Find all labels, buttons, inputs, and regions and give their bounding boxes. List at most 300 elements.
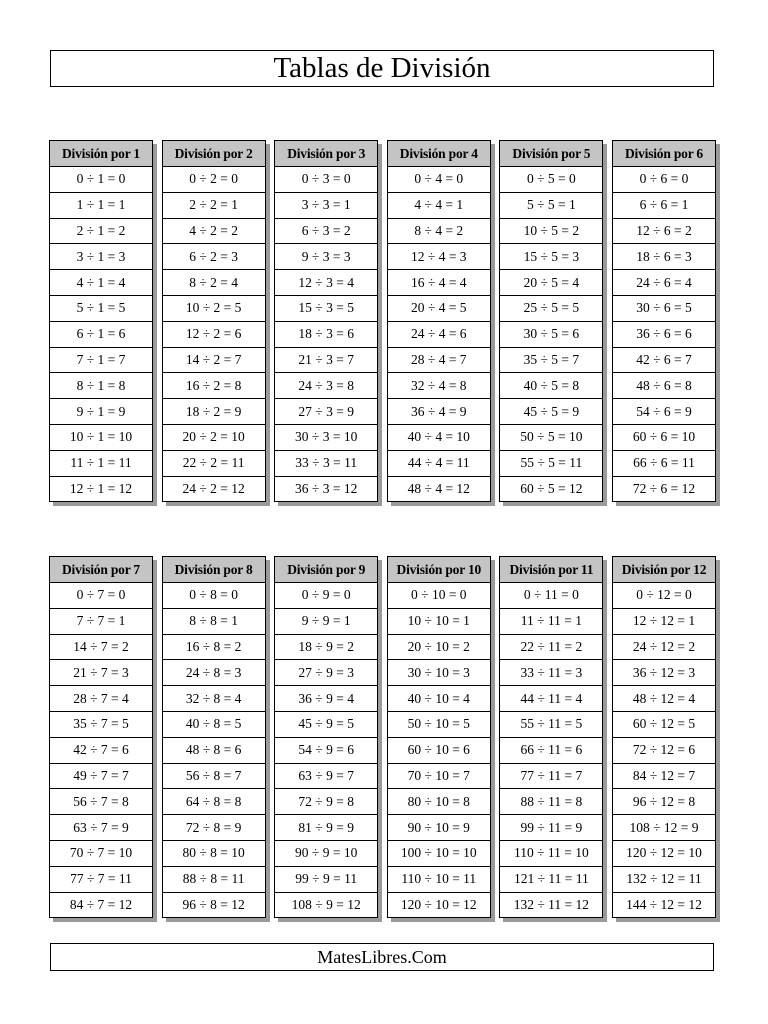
division-fact: 0 ÷ 5 = 0 [500, 167, 603, 193]
division-fact: 2 ÷ 2 = 1 [162, 192, 265, 218]
division-fact: 40 ÷ 10 = 4 [387, 686, 490, 712]
division-fact: 99 ÷ 9 = 11 [275, 866, 378, 892]
table-header: División por 10 [387, 557, 490, 583]
table-row [500, 373, 603, 399]
division-fact: 27 ÷ 9 = 3 [275, 660, 378, 686]
division-fact: 99 ÷ 11 = 9 [500, 815, 603, 841]
division-fact: 55 ÷ 11 = 5 [500, 711, 603, 737]
division-fact: 24 ÷ 2 = 12 [162, 476, 265, 502]
table-row [500, 660, 603, 686]
division-fact: 15 ÷ 3 = 5 [275, 295, 378, 321]
table-row [387, 866, 490, 892]
division-fact: 12 ÷ 3 = 4 [275, 270, 378, 296]
table-row [162, 167, 265, 193]
division-fact: 20 ÷ 4 = 5 [387, 295, 490, 321]
division-fact: 4 ÷ 2 = 2 [162, 218, 265, 244]
division-fact: 70 ÷ 10 = 7 [387, 763, 490, 789]
table-row [162, 450, 265, 476]
division-table-grid [499, 556, 603, 918]
table-row [162, 763, 265, 789]
table-row [275, 815, 378, 841]
division-fact: 16 ÷ 2 = 8 [162, 373, 265, 399]
table-row [275, 218, 378, 244]
division-table-grid [612, 556, 716, 918]
division-fact: 6 ÷ 2 = 3 [162, 244, 265, 270]
table-row [500, 763, 603, 789]
division-fact: 84 ÷ 12 = 7 [613, 763, 716, 789]
division-fact: 36 ÷ 4 = 9 [387, 399, 490, 425]
table-row [275, 270, 378, 296]
table-row [162, 737, 265, 763]
division-fact: 40 ÷ 8 = 5 [162, 711, 265, 737]
division-fact: 48 ÷ 8 = 6 [162, 737, 265, 763]
division-fact: 55 ÷ 5 = 11 [500, 450, 603, 476]
table-row [50, 347, 153, 373]
table-row [162, 686, 265, 712]
table-row [50, 450, 153, 476]
division-fact: 30 ÷ 3 = 10 [275, 424, 378, 450]
division-fact: 10 ÷ 10 = 1 [387, 608, 490, 634]
division-fact: 7 ÷ 1 = 7 [50, 347, 153, 373]
division-fact: 44 ÷ 11 = 4 [500, 686, 603, 712]
page-title: Tablas de División [50, 50, 714, 87]
table-row [387, 424, 490, 450]
table-row [275, 244, 378, 270]
division-fact: 96 ÷ 8 = 12 [162, 892, 265, 918]
table-header: División por 6 [613, 141, 716, 167]
table-row [275, 373, 378, 399]
table-header: División por 8 [162, 557, 265, 583]
table-row [162, 192, 265, 218]
division-fact: 42 ÷ 7 = 6 [50, 737, 153, 763]
table-row [50, 424, 153, 450]
division-fact: 0 ÷ 8 = 0 [162, 583, 265, 609]
division-fact: 100 ÷ 10 = 10 [387, 840, 490, 866]
division-table-grid [49, 556, 153, 918]
division-fact: 10 ÷ 2 = 5 [162, 295, 265, 321]
table-row [275, 583, 378, 609]
division-fact: 6 ÷ 1 = 6 [50, 321, 153, 347]
table-row [162, 424, 265, 450]
division-fact: 9 ÷ 1 = 9 [50, 399, 153, 425]
division-fact: 66 ÷ 6 = 11 [613, 450, 716, 476]
table-row [613, 450, 716, 476]
division-table-grid [49, 140, 153, 502]
division-fact: 50 ÷ 10 = 5 [387, 711, 490, 737]
division-fact: 56 ÷ 8 = 7 [162, 763, 265, 789]
table-row [500, 424, 603, 450]
division-fact: 48 ÷ 4 = 12 [387, 476, 490, 502]
division-fact: 0 ÷ 6 = 0 [613, 167, 716, 193]
division-fact: 81 ÷ 9 = 9 [275, 815, 378, 841]
table-row [162, 866, 265, 892]
division-table-grid [274, 556, 378, 918]
table-row [387, 737, 490, 763]
division-fact: 14 ÷ 2 = 7 [162, 347, 265, 373]
division-fact: 32 ÷ 4 = 8 [387, 373, 490, 399]
division-fact: 132 ÷ 12 = 11 [613, 866, 716, 892]
table-row [387, 218, 490, 244]
division-fact: 0 ÷ 2 = 0 [162, 167, 265, 193]
table-header: División por 2 [162, 141, 265, 167]
division-fact: 20 ÷ 10 = 2 [387, 634, 490, 660]
table-row [275, 892, 378, 918]
table-row [275, 789, 378, 815]
table-row [387, 167, 490, 193]
division-table-grid [387, 140, 491, 502]
division-fact: 36 ÷ 12 = 3 [613, 660, 716, 686]
division-fact: 8 ÷ 2 = 4 [162, 270, 265, 296]
division-fact: 132 ÷ 11 = 12 [500, 892, 603, 918]
division-table [49, 556, 153, 918]
division-fact: 30 ÷ 6 = 5 [613, 295, 716, 321]
division-fact: 0 ÷ 3 = 0 [275, 167, 378, 193]
table-row [162, 218, 265, 244]
division-fact: 9 ÷ 9 = 1 [275, 608, 378, 634]
division-fact: 60 ÷ 12 = 5 [613, 711, 716, 737]
table-row [275, 399, 378, 425]
division-table [612, 140, 716, 502]
division-fact: 3 ÷ 3 = 1 [275, 192, 378, 218]
table-row [500, 476, 603, 502]
table-row [50, 583, 153, 609]
table-row [275, 476, 378, 502]
division-fact: 144 ÷ 12 = 12 [613, 892, 716, 918]
division-fact: 30 ÷ 5 = 6 [500, 321, 603, 347]
table-row [387, 815, 490, 841]
division-fact: 44 ÷ 4 = 11 [387, 450, 490, 476]
division-fact: 24 ÷ 4 = 6 [387, 321, 490, 347]
division-fact: 63 ÷ 9 = 7 [275, 763, 378, 789]
table-row [387, 347, 490, 373]
table-row [162, 476, 265, 502]
table-row [50, 815, 153, 841]
table-row [613, 789, 716, 815]
table-row [613, 634, 716, 660]
table-row [162, 815, 265, 841]
table-row [50, 737, 153, 763]
table-row [50, 608, 153, 634]
table-row [500, 167, 603, 193]
division-fact: 110 ÷ 10 = 11 [387, 866, 490, 892]
table-row [613, 424, 716, 450]
division-fact: 90 ÷ 10 = 9 [387, 815, 490, 841]
division-fact: 54 ÷ 9 = 6 [275, 737, 378, 763]
table-row [387, 583, 490, 609]
table-row [50, 270, 153, 296]
division-fact: 20 ÷ 2 = 10 [162, 424, 265, 450]
table-row [50, 866, 153, 892]
division-fact: 10 ÷ 1 = 10 [50, 424, 153, 450]
table-row [387, 634, 490, 660]
division-fact: 36 ÷ 6 = 6 [613, 321, 716, 347]
division-fact: 4 ÷ 1 = 4 [50, 270, 153, 296]
table-row [162, 244, 265, 270]
table-row [613, 711, 716, 737]
division-fact: 96 ÷ 12 = 8 [613, 789, 716, 815]
division-fact: 40 ÷ 5 = 8 [500, 373, 603, 399]
division-table-grid [274, 140, 378, 502]
table-header: División por 3 [275, 141, 378, 167]
division-fact: 72 ÷ 8 = 9 [162, 815, 265, 841]
division-fact: 24 ÷ 3 = 8 [275, 373, 378, 399]
division-fact: 54 ÷ 6 = 9 [613, 399, 716, 425]
table-row [613, 167, 716, 193]
division-table-grid [499, 140, 603, 502]
table-row [275, 634, 378, 660]
division-fact: 10 ÷ 5 = 2 [500, 218, 603, 244]
table-row [613, 660, 716, 686]
table-row [500, 399, 603, 425]
table-row [387, 244, 490, 270]
division-fact: 24 ÷ 6 = 4 [613, 270, 716, 296]
division-table [49, 140, 153, 502]
table-row [613, 321, 716, 347]
table-row [613, 270, 716, 296]
table-row [387, 892, 490, 918]
table-row [50, 660, 153, 686]
division-table [274, 140, 378, 502]
table-row [275, 763, 378, 789]
table-row [275, 450, 378, 476]
table-row [275, 167, 378, 193]
table-row [613, 840, 716, 866]
division-fact: 21 ÷ 3 = 7 [275, 347, 378, 373]
table-row [275, 347, 378, 373]
table-header: División por 1 [50, 141, 153, 167]
table-header: División por 11 [500, 557, 603, 583]
table-row [613, 399, 716, 425]
division-fact: 32 ÷ 8 = 4 [162, 686, 265, 712]
division-fact: 56 ÷ 7 = 8 [50, 789, 153, 815]
table-row [500, 815, 603, 841]
table-row [50, 218, 153, 244]
division-table [162, 140, 266, 502]
division-fact: 35 ÷ 7 = 5 [50, 711, 153, 737]
division-fact: 12 ÷ 12 = 1 [613, 608, 716, 634]
table-row [275, 321, 378, 347]
division-table [274, 556, 378, 918]
table-row [500, 347, 603, 373]
table-row [500, 737, 603, 763]
table-row [387, 608, 490, 634]
table-row [500, 321, 603, 347]
division-fact: 12 ÷ 6 = 2 [613, 218, 716, 244]
table-row [613, 866, 716, 892]
table-row [613, 763, 716, 789]
division-fact: 20 ÷ 5 = 4 [500, 270, 603, 296]
table-row [50, 840, 153, 866]
table-row [387, 295, 490, 321]
division-fact: 8 ÷ 4 = 2 [387, 218, 490, 244]
table-row [613, 295, 716, 321]
division-fact: 28 ÷ 7 = 4 [50, 686, 153, 712]
table-row [275, 840, 378, 866]
division-fact: 49 ÷ 7 = 7 [50, 763, 153, 789]
division-fact: 120 ÷ 10 = 12 [387, 892, 490, 918]
division-fact: 2 ÷ 1 = 2 [50, 218, 153, 244]
division-fact: 14 ÷ 7 = 2 [50, 634, 153, 660]
table-row [500, 270, 603, 296]
table-row [162, 347, 265, 373]
table-header: División por 7 [50, 557, 153, 583]
division-fact: 1 ÷ 1 = 1 [50, 192, 153, 218]
division-fact: 77 ÷ 11 = 7 [500, 763, 603, 789]
table-row [387, 321, 490, 347]
division-fact: 0 ÷ 7 = 0 [50, 583, 153, 609]
division-fact: 64 ÷ 8 = 8 [162, 789, 265, 815]
table-row [50, 167, 153, 193]
division-fact: 60 ÷ 10 = 6 [387, 737, 490, 763]
table-row [387, 686, 490, 712]
table-row [613, 244, 716, 270]
table-row [387, 373, 490, 399]
division-fact: 66 ÷ 11 = 6 [500, 737, 603, 763]
division-fact: 42 ÷ 6 = 7 [613, 347, 716, 373]
table-row [162, 634, 265, 660]
division-fact: 84 ÷ 7 = 12 [50, 892, 153, 918]
division-fact: 28 ÷ 4 = 7 [387, 347, 490, 373]
division-fact: 60 ÷ 5 = 12 [500, 476, 603, 502]
division-fact: 90 ÷ 9 = 10 [275, 840, 378, 866]
division-fact: 0 ÷ 1 = 0 [50, 167, 153, 193]
division-fact: 80 ÷ 8 = 10 [162, 840, 265, 866]
table-row [50, 763, 153, 789]
table-row [500, 866, 603, 892]
table-row [613, 737, 716, 763]
table-row [613, 218, 716, 244]
table-row [275, 608, 378, 634]
table-row [387, 476, 490, 502]
table-row [162, 583, 265, 609]
division-fact: 0 ÷ 4 = 0 [387, 167, 490, 193]
table-row [50, 789, 153, 815]
division-table [387, 140, 491, 502]
table-row [387, 399, 490, 425]
division-fact: 120 ÷ 12 = 10 [613, 840, 716, 866]
table-row [613, 476, 716, 502]
table-row [500, 450, 603, 476]
table-row [500, 295, 603, 321]
division-fact: 24 ÷ 12 = 2 [613, 634, 716, 660]
division-fact: 88 ÷ 11 = 8 [500, 789, 603, 815]
division-fact: 3 ÷ 1 = 3 [50, 244, 153, 270]
table-header: División por 12 [613, 557, 716, 583]
division-fact: 0 ÷ 10 = 0 [387, 583, 490, 609]
table-row [162, 789, 265, 815]
table-row [387, 789, 490, 815]
table-row [613, 583, 716, 609]
division-fact: 5 ÷ 1 = 5 [50, 295, 153, 321]
table-row [50, 244, 153, 270]
division-fact: 22 ÷ 11 = 2 [500, 634, 603, 660]
division-fact: 40 ÷ 4 = 10 [387, 424, 490, 450]
table-row [613, 608, 716, 634]
division-fact: 8 ÷ 1 = 8 [50, 373, 153, 399]
table-row [387, 450, 490, 476]
division-table-grid [612, 140, 716, 502]
table-row [275, 192, 378, 218]
table-row [275, 660, 378, 686]
table-row [500, 218, 603, 244]
division-fact: 6 ÷ 3 = 2 [275, 218, 378, 244]
division-fact: 25 ÷ 5 = 5 [500, 295, 603, 321]
table-row [162, 892, 265, 918]
division-fact: 5 ÷ 5 = 1 [500, 192, 603, 218]
division-fact: 108 ÷ 9 = 12 [275, 892, 378, 918]
division-table [499, 140, 603, 502]
division-fact: 9 ÷ 3 = 3 [275, 244, 378, 270]
table-row [162, 270, 265, 296]
division-fact: 45 ÷ 9 = 5 [275, 711, 378, 737]
division-table [612, 556, 716, 918]
division-fact: 0 ÷ 12 = 0 [613, 583, 716, 609]
division-fact: 6 ÷ 6 = 1 [613, 192, 716, 218]
table-row [387, 840, 490, 866]
table-row [387, 711, 490, 737]
table-row [500, 686, 603, 712]
table-row [613, 892, 716, 918]
table-row [387, 763, 490, 789]
table-row [387, 192, 490, 218]
division-fact: 30 ÷ 10 = 3 [387, 660, 490, 686]
table-row [50, 373, 153, 399]
division-fact: 80 ÷ 10 = 8 [387, 789, 490, 815]
division-fact: 21 ÷ 7 = 3 [50, 660, 153, 686]
table-row [613, 686, 716, 712]
table-row [162, 295, 265, 321]
table-row [162, 660, 265, 686]
division-fact: 27 ÷ 3 = 9 [275, 399, 378, 425]
division-fact: 12 ÷ 2 = 6 [162, 321, 265, 347]
table-row [500, 244, 603, 270]
division-fact: 77 ÷ 7 = 11 [50, 866, 153, 892]
table-header: División por 4 [387, 141, 490, 167]
division-fact: 48 ÷ 12 = 4 [613, 686, 716, 712]
tables-row-1 [49, 140, 719, 506]
division-fact: 11 ÷ 1 = 11 [50, 450, 153, 476]
division-fact: 110 ÷ 11 = 10 [500, 840, 603, 866]
footer-site-name: MatesLibres.Com [50, 943, 714, 971]
table-row [387, 270, 490, 296]
division-table [499, 556, 603, 918]
division-fact: 33 ÷ 11 = 3 [500, 660, 603, 686]
tables-row-2 [49, 556, 719, 922]
division-fact: 48 ÷ 6 = 8 [613, 373, 716, 399]
division-fact: 88 ÷ 8 = 11 [162, 866, 265, 892]
division-fact: 18 ÷ 3 = 6 [275, 321, 378, 347]
table-row [500, 634, 603, 660]
division-fact: 16 ÷ 8 = 2 [162, 634, 265, 660]
table-row [500, 789, 603, 815]
division-fact: 12 ÷ 1 = 12 [50, 476, 153, 502]
division-fact: 22 ÷ 2 = 11 [162, 450, 265, 476]
table-row [50, 192, 153, 218]
table-header: División por 5 [500, 141, 603, 167]
table-row [500, 711, 603, 737]
table-row [162, 608, 265, 634]
table-row [275, 737, 378, 763]
division-fact: 18 ÷ 9 = 2 [275, 634, 378, 660]
table-row [162, 840, 265, 866]
table-row [500, 840, 603, 866]
division-table [387, 556, 491, 918]
table-row [50, 686, 153, 712]
division-fact: 36 ÷ 9 = 4 [275, 686, 378, 712]
table-row [275, 686, 378, 712]
table-row [50, 476, 153, 502]
table-row [50, 399, 153, 425]
